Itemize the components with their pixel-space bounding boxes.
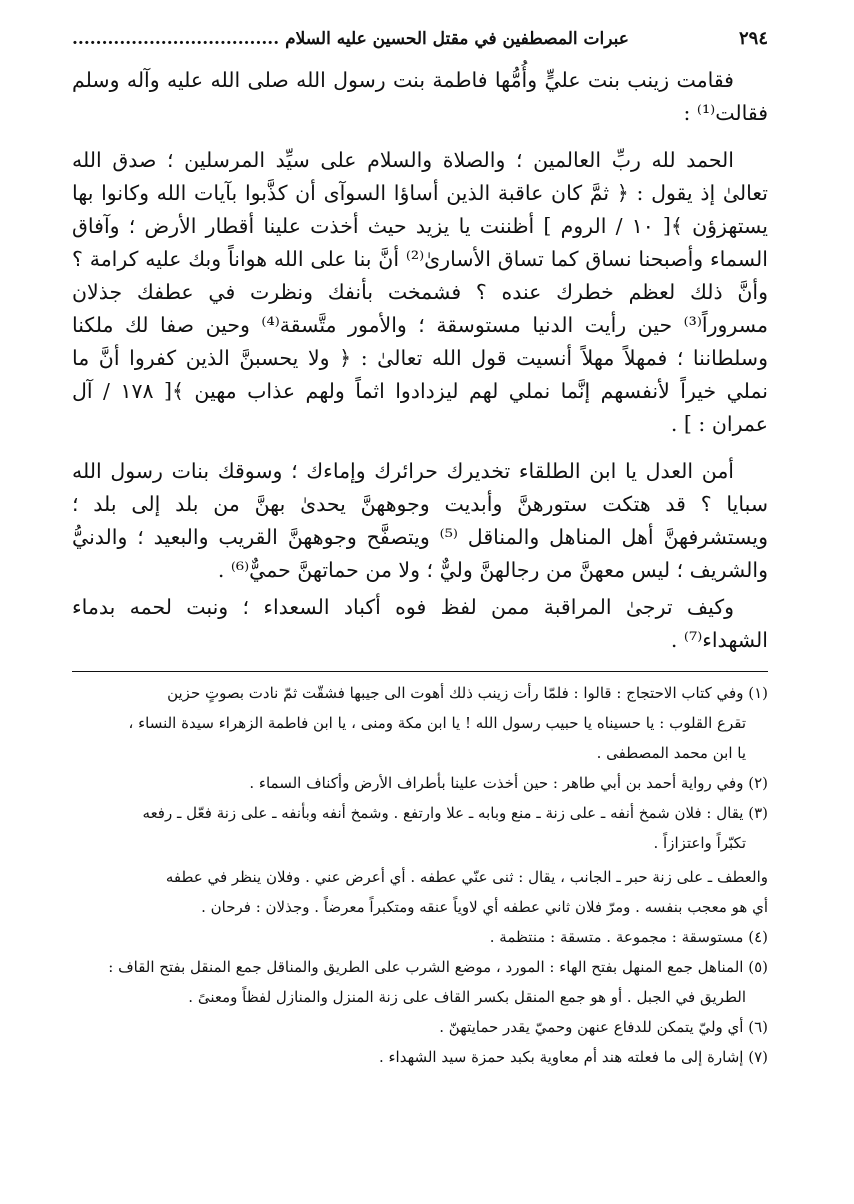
footnotes [72, 678, 768, 1072]
footnote-divider [72, 671, 768, 672]
sermon-paragraph-3: وكيف ترجىٰ المراقبة ممن لفظ فوه أكباد السعداء ؛ ونبت لحمه بدماء الشهداء⁽⁷⁾ . [72, 595, 768, 652]
sermon-paragraph-2: أمن العدل يا ابن الطلقاء تخديرك حرائرك وإماءك ؛ وسوقك بنات رسول الله سبايا ؟ قد هتكت ستورهنَّ وأبديت وجوههنَّ يحدىٰ بهنَّ من بلد إلى بلد ؛ ويستشرفهنَّ أهل المناهل والمناقل ⁽⁵⁾ ويتصفَّح وجوههنَّ القريب والبعيد ؛ والدنيُّ والشريف ؛ ليس معهنَّ من رجالهنَّ وليٌّ ؛ ولا من حماتهنَّ حميٌّ⁽⁶⁾ . [72, 459, 768, 582]
footnote-line: (٢) وفي رواية أحمد بن أبي طاهر : حين أخذت علينا بأطراف الأرض وأكناف السماء . [249, 774, 768, 792]
footnote-line: تقرع القلوب : يا حسيناه يا حبيب رسول الله ! يا ابن مكة ومنى ، يا ابن فاطمة الزهراء سيدة النساء ، [128, 714, 746, 732]
intro-paragraph: فقامت زينب بنت عليٍّ وأُمُّها فاطمة بنت رسول الله صلى الله عليه وآله وسلم فقالت⁽¹⁾ : [72, 68, 768, 125]
footnote-line: يا ابن محمد المصطفى . [596, 744, 746, 762]
footnote-line: (٦) أي وليّ يتمكن للدفاع عنهن وحميّ يقدر حمايتهنّ . [439, 1018, 768, 1036]
footnote-line: (١) وفي كتاب الاحتجاج : قالوا : فلمّا رأت زينب ذلك أهوت الى جيبها فشقّت ثمّ نادت بصوتٍ حزين [167, 684, 768, 702]
running-title: عبرات المصطفين في مقتل الحسين عليه السلام ................................... [72, 29, 629, 49]
sermon-paragraph-1: الحمد لله ربِّ العالمين ؛ والصلاة والسلام على سيِّد المرسلين ؛ صدق الله تعالىٰ إذ يقول : ﴿ ثمَّ كان عاقبة الذين أساؤا السوآى أن كذَّبوا بآيات الله وكانوا بها يستهزؤن ﴾[ ١٠ / الروم ] أظننت يا يزيد حيث أخذت علينا أقطار الأرض ؛ وآفاق السماء وأصبحنا نساق كما تساق الأسارىٰ⁽²⁾ أنَّ بنا على الله هواناً وبك عليه كرامة ؟ وأنَّ ذلك لعظم خطرك عنده ؟ فشمخت بأنفك ونظرت في عطفك جذلان مسروراً⁽³⁾ حين رأيت الدنيا مستوسقة ؛ والأمور متَّسقة⁽⁴⁾ وحين صفا لك ملكنا وسلطاننا ؛ فمهلاً مهلاً أنسيت قول الله تعالىٰ : ﴿ ولا يحسبنَّ الذين كفروا أنَّ ما نملي خيراً لأنفسهم إنَّما نملي لهم ليزدادوا اثماً ولهم عذاب مهين ﴾[ ١٧٨ / آل عمران : ] . [72, 148, 769, 436]
main-text [72, 64, 768, 657]
footnote-line: والعطف ـ على زنة حبر ـ الجانب ، يقال : ثنى عنّي عطفه . أي أعرض عني . وفلان ينظر في عطفه [165, 868, 768, 886]
footnote-line: (٣) يقال : فلان شمخ أنفه ـ على زنة ـ منع وبابه ـ علا وارتفع . وشمخ أنفه وبأنفه ـ على زنة فعّل ـ رفعه [142, 804, 768, 822]
book-page [72, 28, 768, 1072]
footnote-line: (٥) المناهل جمع المنهل بفتح الهاء : المورد ، موضع الشرب على الطريق والمناقل جمع المنقل بفتح القاف : [108, 958, 768, 976]
footnote-line: أي هو معجب بنفسه . ومرّ فلان ثاني عطفه أي لاوياً عنقه ومتكبراً معرضاً . وجذلان : فرحان . [201, 898, 768, 916]
footnote-line: (٧) إشارة إلى ما فعلته هند أم معاوية بكبد حمزة سيد الشهداء . [378, 1048, 768, 1066]
page-number: ٢٩٤ [738, 28, 768, 49]
footnote-line: (٤) مستوسقة : مجموعة . متسقة : منتظمة . [489, 928, 768, 946]
page-header [72, 28, 768, 58]
footnote-line: تكبّراً واعتزازاً . [653, 834, 746, 852]
footnote-line: الطريق في الجبل . أو هو جمع المنقل بكسر القاف على زنة المنزل والمنازل لفظاً ومعنىً . [188, 988, 746, 1006]
